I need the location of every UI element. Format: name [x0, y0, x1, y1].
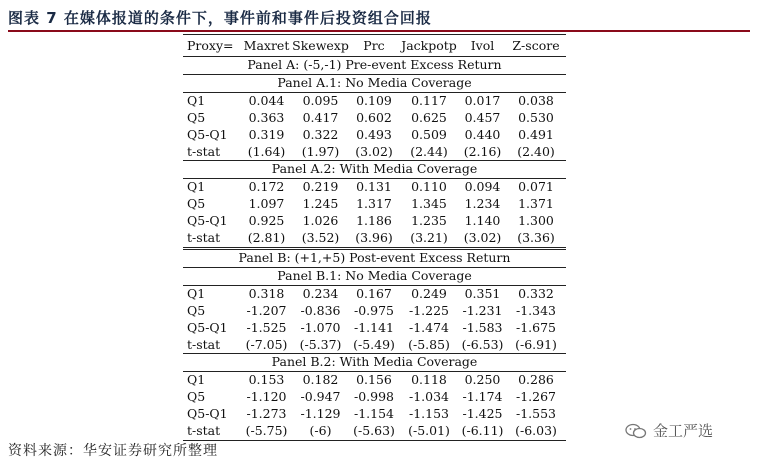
subpanel-title-row	[183, 354, 566, 372]
table-cell: (2.16)	[463, 143, 502, 159]
table-cell: (-6.53)	[461, 336, 504, 352]
table-cell: 0.602	[356, 109, 392, 125]
row-label: Q1	[187, 92, 206, 108]
figure-title: 图表 7 在媒体报道的条件下，事件前和事件后投资组合回报	[8, 9, 432, 27]
row-label: Q5-Q1	[187, 319, 228, 335]
table-cell: -1.231	[462, 302, 503, 318]
table-cell: 0.250	[464, 372, 501, 388]
table-row	[183, 127, 566, 144]
header-row	[183, 35, 566, 57]
table-cell: 0.493	[356, 126, 392, 142]
table-cell: 1.317	[356, 196, 392, 212]
table-cell: 0.172	[248, 179, 285, 195]
table-row	[183, 372, 566, 389]
header-cell: Skewexp	[292, 35, 349, 57]
table-cell: (3.36)	[517, 230, 555, 246]
table-cell: 0.351	[464, 285, 501, 301]
table-cell: (1.97)	[301, 143, 340, 159]
table-cell: 0.110	[411, 179, 447, 195]
table-row	[183, 320, 566, 337]
table-row	[183, 406, 566, 423]
table-row	[183, 92, 566, 109]
table-cell: 0.322	[302, 126, 339, 142]
table-cell: (3.52)	[301, 230, 340, 246]
header-cell: Ivol	[459, 35, 506, 57]
table-cell: (2.44)	[410, 143, 448, 159]
table-cell: 1.234	[464, 196, 501, 212]
table-cell: 0.156	[356, 372, 392, 388]
table-row	[183, 110, 566, 127]
table-cell: 0.491	[518, 126, 554, 142]
table-cell: 0.530	[518, 109, 554, 125]
title-rule	[8, 30, 750, 32]
table-body	[183, 35, 566, 441]
table-cell: -1.225	[408, 302, 449, 318]
table-cell: -1.553	[515, 406, 556, 422]
table-cell: (-5.63)	[349, 423, 399, 440]
table-cell: 0.625	[411, 109, 447, 125]
table-cell: -1.120	[246, 389, 287, 405]
row-label: t-stat	[187, 143, 221, 159]
table-row	[183, 285, 566, 302]
table-cell: 0.167	[356, 285, 392, 301]
table-cell: 1.371	[518, 196, 554, 212]
watermark-text: 金工严选	[653, 422, 714, 440]
table-cell: 1.140	[464, 213, 501, 229]
table-cell: 1.245	[302, 196, 339, 212]
panel-title-row	[183, 248, 566, 267]
row-label: t-stat	[187, 230, 221, 246]
subpanel-title-row	[183, 74, 566, 92]
subpanel-title-row	[183, 267, 566, 285]
table-cell: -1.174	[462, 389, 503, 405]
table-cell: 1.186	[356, 213, 392, 229]
results-table	[183, 34, 566, 441]
table-cell: -1.525	[246, 319, 287, 335]
table-cell: 1.097	[248, 196, 285, 212]
panel-title-row	[183, 57, 566, 75]
table-cell: 1.026	[302, 213, 339, 229]
subpanel-title-row	[183, 161, 566, 179]
table-row	[183, 196, 566, 213]
table-cell: -1.583	[462, 319, 503, 335]
subpanel-title: Panel A.2: With Media Coverage	[183, 161, 566, 179]
row-label: Q5	[187, 389, 206, 405]
subpanel-title: Panel B.1: No Media Coverage	[183, 267, 566, 285]
row-label: t-stat	[187, 336, 221, 352]
table-cell: (-5.85)	[408, 336, 450, 352]
row-label: Q5	[187, 109, 206, 125]
header-cell: Maxret	[241, 35, 292, 57]
table-cell: 0.509	[411, 126, 447, 142]
table-cell: -1.207	[246, 302, 287, 318]
table-row	[183, 213, 566, 230]
table-cell: -1.267	[515, 389, 556, 405]
table-row	[183, 337, 566, 354]
table-cell: (2.81)	[247, 230, 286, 246]
table-cell: 1.235	[411, 213, 447, 229]
header-cell: Proxy=	[183, 35, 241, 57]
table-cell: 0.131	[356, 179, 392, 195]
table-cell: 0.440	[464, 126, 501, 142]
table-cell: 0.118	[411, 372, 447, 388]
row-label: Q5-Q1	[187, 406, 228, 422]
table-cell: 0.286	[518, 372, 554, 388]
table-cell: -0.998	[353, 389, 394, 405]
row-label: Q5-Q1	[187, 126, 228, 142]
table-row	[183, 303, 566, 320]
table-cell: -1.034	[408, 389, 449, 405]
table-cell: (-6)	[292, 423, 349, 440]
table-cell: -1.343	[515, 302, 556, 318]
table-cell: 1.345	[411, 196, 447, 212]
table-cell: (1.64)	[247, 143, 286, 159]
table-cell: -0.836	[300, 302, 341, 318]
table-cell: (-6.11)	[459, 423, 506, 440]
table-cell: (3.02)	[463, 230, 502, 246]
table-cell: 0.457	[464, 109, 501, 125]
table-row	[183, 144, 566, 161]
table-cell: (-5.01)	[399, 423, 459, 440]
table-cell: 1.300	[518, 213, 554, 229]
table-cell: 0.095	[302, 92, 339, 108]
table-cell: -1.154	[353, 406, 394, 422]
table-cell: 0.071	[518, 179, 554, 195]
table-cell: (-7.05)	[245, 336, 288, 352]
subpanel-title: Panel A.1: No Media Coverage	[183, 74, 566, 92]
table-cell: (-5.49)	[353, 336, 395, 352]
table-cell: 0.319	[248, 126, 285, 142]
table-cell: (3.21)	[410, 230, 448, 246]
table-cell: -1.070	[300, 319, 341, 335]
table-cell: 0.219	[302, 179, 339, 195]
table-cell: 0.109	[356, 92, 392, 108]
table-cell: (3.02)	[355, 143, 393, 159]
source-note: 资料来源：华安证券研究所整理	[8, 443, 218, 459]
table-cell: (-5.37)	[299, 336, 342, 352]
table-cell: -0.947	[300, 389, 341, 405]
table-cell: 0.363	[248, 109, 285, 125]
table-cell: 0.017	[464, 92, 501, 108]
table-cell: 0.094	[464, 179, 501, 195]
table-cell: 0.117	[411, 92, 447, 108]
row-label: Q1	[187, 285, 206, 301]
table-cell: (-5.75)	[241, 423, 292, 440]
table-row	[183, 423, 566, 440]
table-row	[183, 230, 566, 248]
table-cell: -1.675	[515, 319, 556, 335]
table-cell: -1.425	[462, 406, 503, 422]
table-cell: -1.474	[408, 319, 449, 335]
table-cell: (-6.91)	[515, 336, 557, 352]
header-cell: Prc	[349, 35, 399, 57]
row-label: Q5	[187, 196, 206, 212]
table-cell: 0.038	[518, 92, 554, 108]
table-row	[183, 179, 566, 196]
panel-title: Panel A: (-5,-1) Pre-event Excess Return	[183, 57, 566, 75]
table-cell: 0.044	[248, 92, 285, 108]
table-cell: (-6.03)	[506, 423, 566, 440]
table-cell: (2.40)	[517, 143, 555, 159]
table-cell: (3.96)	[355, 230, 393, 246]
table-cell: 0.249	[411, 285, 447, 301]
table-cell: -1.273	[246, 406, 287, 422]
subpanel-title: Panel B.2: With Media Coverage	[183, 354, 566, 372]
table-cell: -1.153	[408, 406, 449, 422]
table-cell: 0.318	[248, 285, 285, 301]
row-label: t-stat	[183, 423, 241, 440]
table-row	[183, 389, 566, 406]
row-label: Q1	[187, 179, 206, 195]
panel-title: Panel B: (+1,+5) Post-event Excess Return	[183, 248, 566, 267]
watermark	[625, 420, 713, 441]
row-label: Q1	[187, 372, 206, 388]
table-cell: 0.332	[518, 285, 554, 301]
table-cell: 0.153	[248, 372, 285, 388]
table-cell: 0.417	[302, 109, 339, 125]
table-cell: 0.182	[302, 372, 339, 388]
header-cell: Jackpotp	[399, 35, 459, 57]
table-cell: -1.129	[300, 406, 341, 422]
row-label: Q5	[187, 302, 206, 318]
table-cell: -0.975	[353, 302, 394, 318]
table-cell: 0.234	[302, 285, 339, 301]
table-cell: 0.925	[248, 213, 285, 229]
header-cell: Z-score	[506, 35, 566, 57]
row-label: Q5-Q1	[187, 213, 228, 229]
table-cell: -1.141	[353, 319, 394, 335]
wechat-icon	[625, 423, 647, 439]
